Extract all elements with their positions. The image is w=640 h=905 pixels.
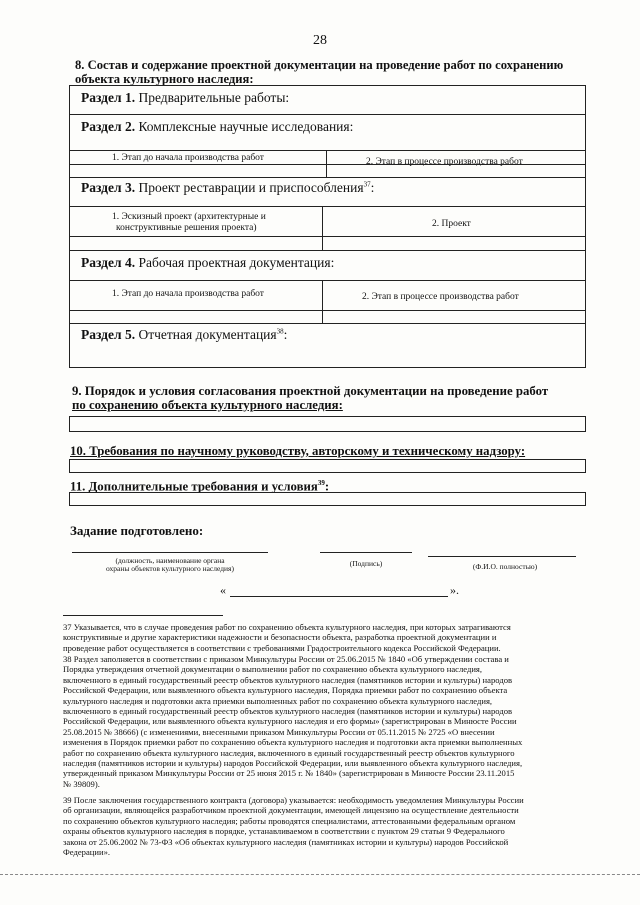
signature-line-name[interactable] [428, 556, 576, 557]
section11-title [70, 476, 329, 493]
signature-line-position[interactable] [72, 552, 268, 553]
razdel5-colon: : [283, 327, 288, 342]
razdel3-col2: 2. Проект [432, 219, 471, 229]
caption-position-line2: охраны объектов культурного наследия) [105, 564, 234, 573]
col-divider [322, 206, 323, 250]
footnote-39-line: охраны объектов культурного наследия в порядке, устанавливаемом в соответствии с пунктом 29 статьи 9 Федерального [63, 826, 505, 837]
razdel4-col1: 1. Этап до начала производства работ [112, 289, 264, 299]
row-divider [69, 280, 586, 281]
section11-text: 11. Дополнительные требования и условия [70, 479, 318, 494]
prepared-title: Задание подготовлено: [70, 523, 204, 538]
footnote-39-line: Федерации». [63, 847, 111, 858]
section8-title-line2: объекта культурного наследия: [75, 72, 254, 86]
signature-line-sign[interactable] [320, 552, 412, 553]
date-open-quote: « [220, 583, 226, 597]
razdel1-heading [81, 90, 289, 106]
section9-field[interactable] [69, 416, 586, 432]
section9-title [72, 384, 602, 412]
razdel1-text: Предварительные работы: [138, 90, 290, 105]
row-divider [69, 164, 586, 165]
section10-field[interactable] [69, 459, 586, 473]
razdel2-col1: 1. Этап до начала производства работ [112, 153, 264, 163]
section10-title: 10. Требования по научному руководству, авторскому и техническому надзору: [70, 444, 526, 458]
row-divider [69, 114, 586, 115]
razdel5-text: Отчетная документация [138, 327, 277, 342]
date-line[interactable] [230, 596, 448, 597]
footnote-38-line: культурного наследия и подготовки акта приемки выполненных работ по сохранению объекта культурного наследия, [63, 695, 493, 706]
section8-title [75, 58, 605, 86]
footnote-37-line: проведение работ осуществляется в соответствии с требованиями Градостроительного кодекса Российской Федерации. [63, 642, 501, 653]
scan-bottom-edge [0, 874, 640, 875]
row-divider [69, 150, 586, 151]
footnote-38-line: работ по сохранению объекта культурного наследия, включенного в единый государственный реестр объектов культурного [63, 747, 515, 758]
razdel3-col1 [112, 212, 266, 234]
footnote-39-line: по сохранению объектов культурного наследия; работы проводятся специалистами, аттестованными федеральным органом [63, 815, 516, 826]
razdel4-text: Рабочая проектная документация: [138, 255, 335, 270]
footnote-38-line: Порядка утверждения отчетной документации о выполнении работ по сохранению объекта культурного наследия, [63, 664, 483, 675]
caption-signature: (Подпись) [349, 559, 383, 568]
col-divider [322, 280, 323, 323]
section11-footnote-ref: 39 [317, 479, 325, 487]
row-divider [69, 206, 586, 207]
razdel2-col2: 2. Этап в процессе производства работ [366, 157, 523, 167]
caption-position-line1: (должность, наименование органа [115, 556, 225, 565]
footnote-38-line: № 39809). [63, 778, 100, 789]
date-close: ». [450, 583, 459, 597]
footnote-38-line: изменения в Порядок приемки работ по сохранению объекта культурного наследия и подготовки акта приемки выполненных [63, 737, 523, 748]
razdel3-heading [81, 180, 374, 196]
footnote-38-line: Российской Федерации, или выявленного объекта культурного наследия, Порядка приемки работ по сохранению объекта [63, 685, 508, 696]
razdel4-col2: 2. Этап в процессе производства работ [362, 292, 519, 302]
caption-fullname: (Ф.И.О. полностью) [472, 562, 538, 571]
row-divider [69, 323, 586, 324]
razdel1-label: Раздел 1. [81, 90, 136, 105]
row-divider [69, 250, 586, 251]
razdel3-col1-line1: 1. Эскизный проект (архитектурные и [112, 212, 266, 222]
footnote-39-line: закона от 25.06.2002 № 73-ФЗ «Об объектах культурного наследия (памятниках истории и культуры) народов Российской [63, 836, 509, 847]
footnote-37 [63, 622, 587, 653]
razdel3-footnote-ref: 37 [363, 180, 371, 189]
section9-title-line1: 9. Порядок и условия согласования проектной документации на проведение работ [72, 384, 549, 398]
section9-title-line2: по сохранению объекта культурного наследия: [72, 398, 343, 412]
page-number: 28 [313, 33, 327, 48]
razdel2-heading [81, 119, 353, 135]
razdel3-label: Раздел 3. [81, 180, 136, 195]
section11-colon: : [324, 479, 330, 494]
caption-position [72, 557, 268, 573]
row-divider [69, 310, 586, 311]
footnote-39-line: 39 После заключения государственного контракта (договора) указывается: необходимость уведомления Минкультуры России [63, 795, 524, 805]
razdel3-colon: : [370, 180, 375, 195]
footnote-38 [63, 654, 587, 789]
row-divider [69, 177, 586, 178]
footnote-38-line: включенного в единый государственный реестр объектов культурного наследия (памятников истории и культуры) народов [63, 674, 513, 685]
razdel5-heading [81, 327, 287, 343]
razdel3-text: Проект реставрации и приспособления [138, 180, 364, 195]
razdel3-col1-line2: конструктивные решения проекта) [116, 223, 257, 233]
razdel2-text: Комплексные научные исследования: [138, 119, 354, 134]
footnote-separator [63, 615, 223, 616]
footnote-38-line: включенного в единый государственный реестр объектов культурного наследия (памятников истории и культуры) народов [63, 706, 513, 717]
razdel5-footnote-ref: 38 [276, 327, 284, 336]
razdel2-label: Раздел 2. [81, 119, 136, 134]
footnote-38-line: Российской Федерации, или выявленного объекта культурного наследия и его формы» (зарегистрирован в Минюсте России [63, 716, 517, 727]
footnote-38-line: утвержденный приказом Минкультуры России от 25 июня 2015 г. № 1840» (зарегистрирован в Минюсте России 23.11.2015 [63, 768, 515, 779]
razdel4-heading [81, 255, 334, 271]
footnote-37-line: конструктивные и другие характеристики надежности и безопасности объекта, разработка проектной документации и [63, 632, 497, 643]
razdel4-label: Раздел 4. [81, 255, 136, 270]
footnote-38-line: наследия (памятников истории и культуры) народов Российской Федерации, или выявленного объекта культурного наследия, [63, 758, 523, 769]
section11-field[interactable] [69, 492, 586, 506]
section8-title-line1: 8. Состав и содержание проектной документации на проведение работ по сохранению [75, 58, 564, 72]
row-divider [69, 236, 586, 237]
razdel5-label: Раздел 5. [81, 327, 136, 342]
footnote-39-line: об организации, являющейся разработчиком проектной документации, имеющей лицензию на осуществление деятельности [63, 805, 519, 816]
footnote-38-line: 25.08.2015 № 38666) (с изменениями, внесенными приказом Минкультуры России от 05.11.2015 № 2725 «О внесении [63, 726, 495, 737]
footnote-39 [63, 795, 587, 857]
footnote-37-line: 37 Указывается, что в случае проведения работ по сохранению объекта культурного наследия, при которых затрагиваются [63, 622, 511, 632]
footnote-38-line: 38 Раздел заполняется в соответствии с приказом Минкультуры России от 25.06.2015 № 1840 «Об утверждении состава и [63, 654, 509, 664]
